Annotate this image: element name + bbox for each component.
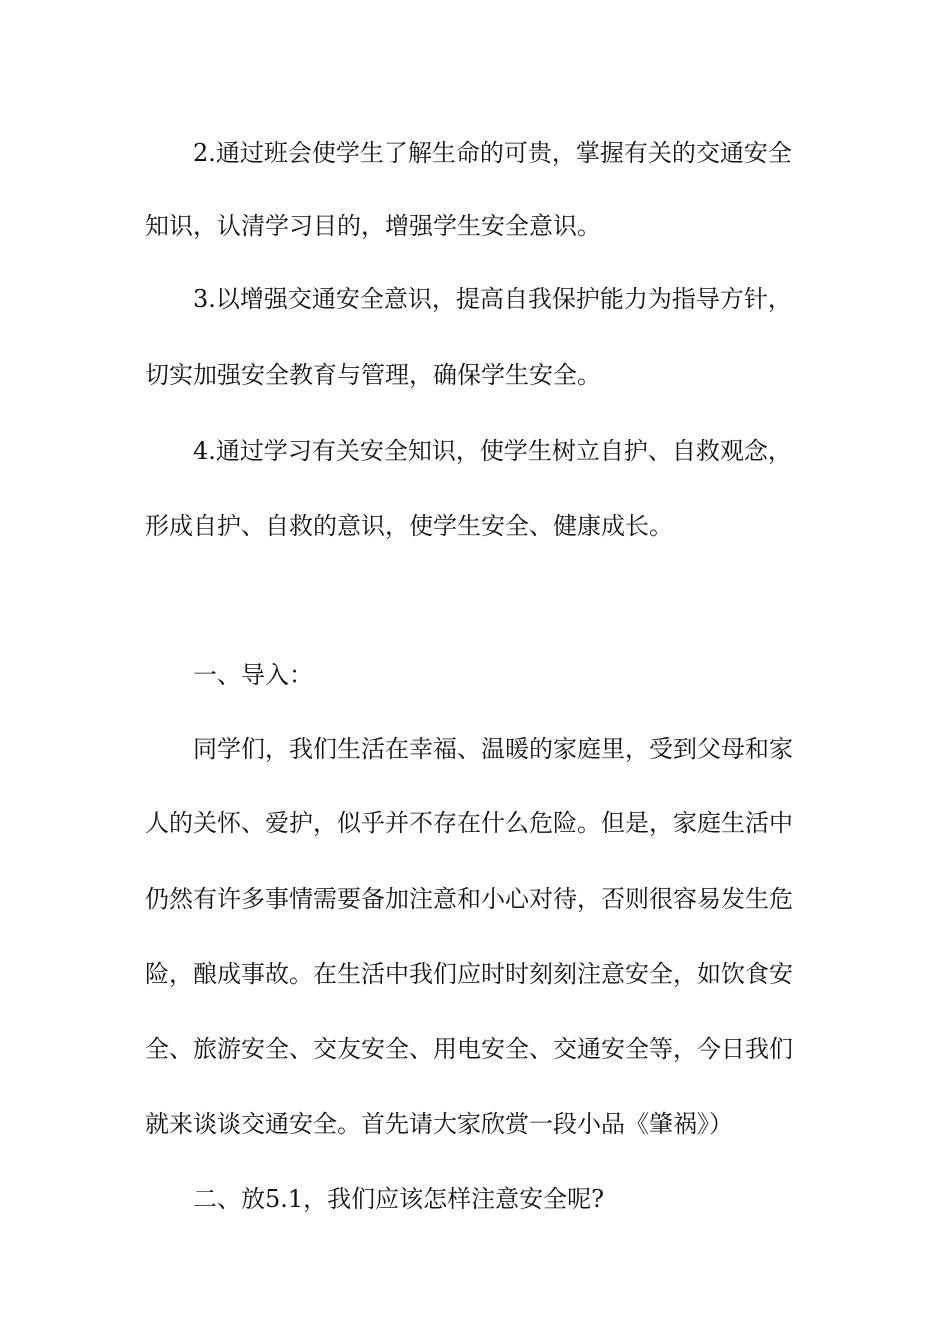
paragraph-line: 仍然有许多事情需要备加注意和小心对待，否则很容易发生危 [145,885,793,913]
paragraph-line: 3.以增强交通安全意识，提高自我保护能力为指导方针， [193,285,792,313]
paragraph-line: 全、旅游安全、交友安全、用电安全、交通安全等，今日我们 [145,1035,793,1063]
paragraph-line: 知识，认清学习目的，增强学生安全意识。 [145,212,601,240]
paragraph-line: 人的关怀、爱护，似乎并不存在什么危险。但是，家庭生活中 [145,809,793,837]
paragraph-line: 切实加强安全教育与管理，确保学生安全。 [145,361,601,389]
paragraph-line: 同学们，我们生活在幸福、温暖的家庭里，受到父母和家 [193,735,793,763]
section-heading: 二、放5.1，我们应该怎样注意安全呢? [193,1185,605,1213]
paragraph-line: 险，酿成事故。在生活中我们应时时刻刻注意安全，如饮食安 [145,960,793,988]
section-heading: 一、导入： [193,661,313,689]
paragraph-line: 4.通过学习有关安全知识，使学生树立自护、自救观念， [193,437,792,465]
paragraph-line: 2.通过班会使学生了解生命的可贵，掌握有关的交通安全 [193,139,792,167]
paragraph-line: 就来谈谈交通安全。首先请大家欣赏一段小品《肇祸》） [145,1110,733,1138]
paragraph-line: 形成自护、自救的意识，使学生安全、健康成长。 [145,512,673,540]
